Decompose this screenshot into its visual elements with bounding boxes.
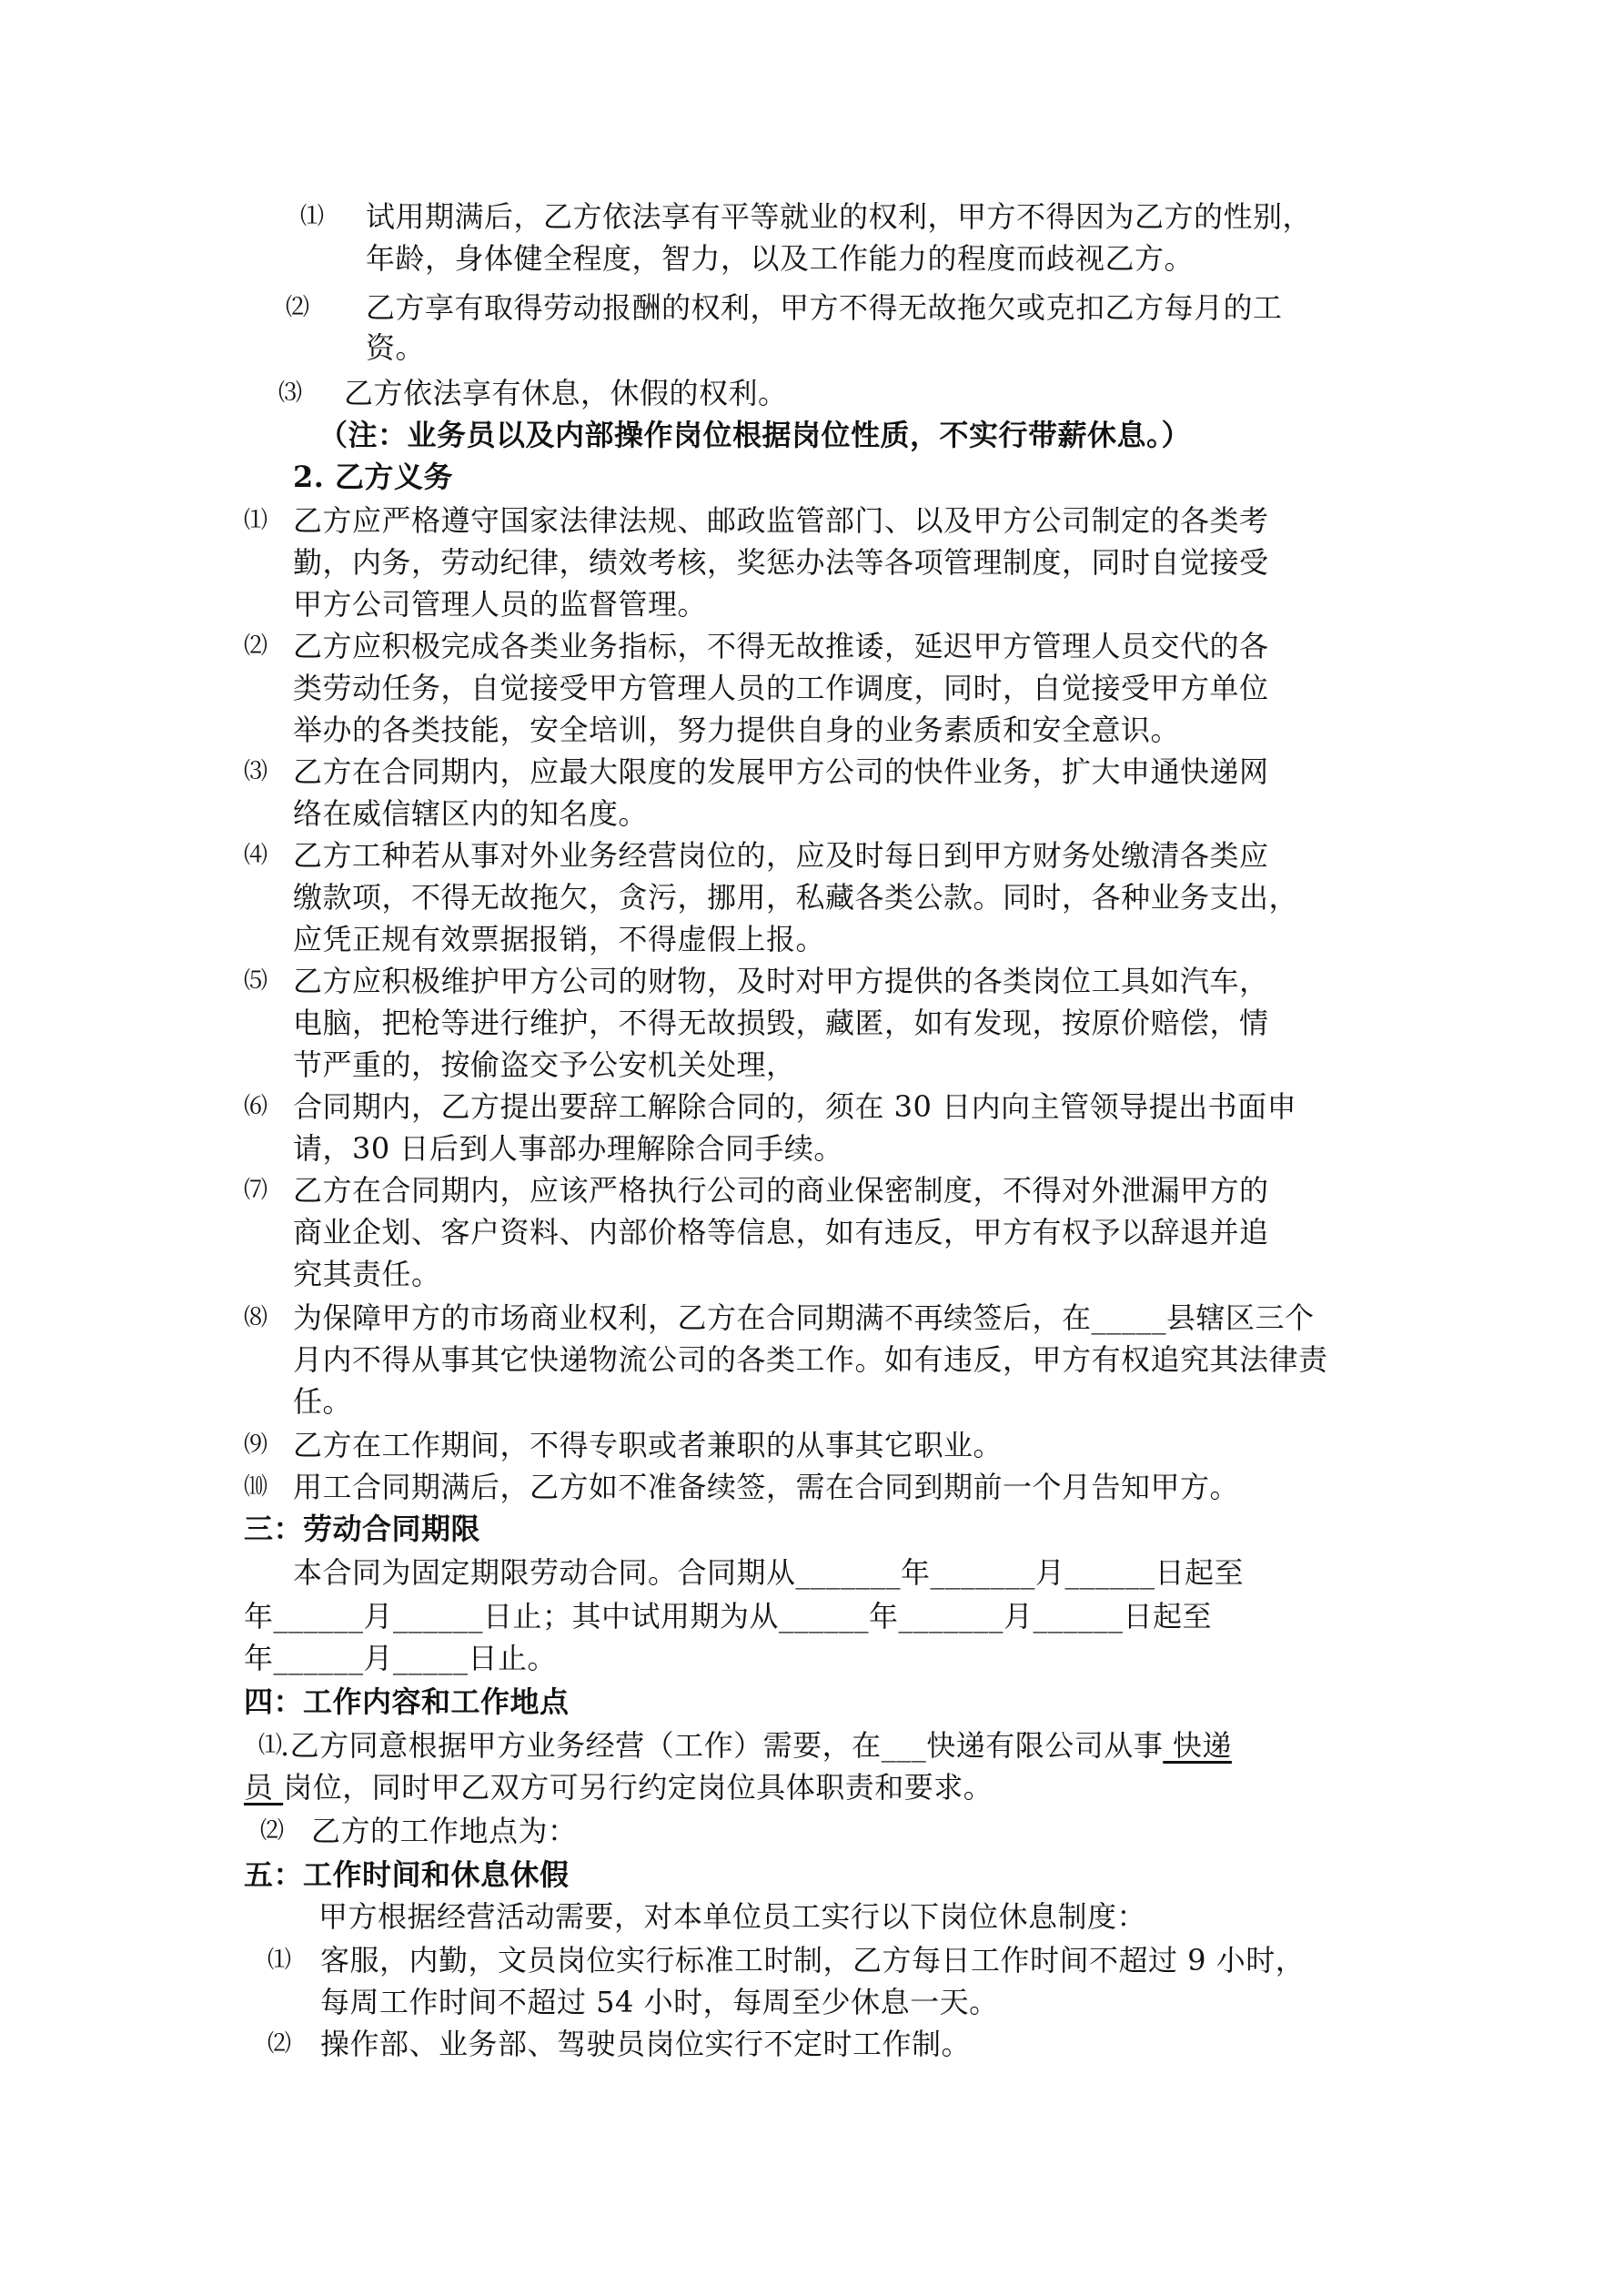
- duty-item-1-line-1: 乙方应严格遵守国家法律法规、邮政监管部门、以及甲方公司制定的各类考: [293, 503, 1269, 538]
- duty-item-5-line-3: 节严重的，按偷盗交予公安机关处理，: [293, 1047, 796, 1082]
- list-number: ⑼: [244, 1431, 268, 1459]
- duty-item-4-line-1: 乙方工种若从事对外业务经营岗位的，应及时每日到甲方财务处缴清各类应: [293, 838, 1269, 873]
- rights-note: （注：业务员以及内部操作岗位根据岗位性质，不实行带薪休息。）: [318, 418, 1192, 452]
- list-number: ⑵: [286, 294, 310, 321]
- duties-heading: 2. 乙方义务: [293, 460, 454, 494]
- duty-item-8-line-1: [293, 1300, 1315, 1336]
- section-3-heading: 三：劳动合同期限: [244, 1512, 481, 1546]
- list-number: ⑴: [244, 507, 268, 534]
- duty-item-1-line-3: 甲方公司管理人员的监督管理。: [293, 587, 708, 622]
- duty-item-6-line-2: 请，30 日后到人事部办理解除合同手续。: [293, 1131, 843, 1166]
- duty-item-1-line-2: 勤，内务，劳动纪律，绩效考核，奖惩办法等各项管理制度，同时自觉接受: [293, 545, 1269, 580]
- section-5-item-1-line-1: 客服，内勤，文员岗位实行标准工时制，乙方每日工作时间不超过 9 小时，: [320, 1943, 1306, 1977]
- list-number: ⑶: [278, 379, 303, 407]
- rights-item-1-line-1: 试用期满后，乙方依法享有平等就业的权利，甲方不得因为乙方的性别，: [366, 199, 1313, 234]
- rights-item-2-line-1: 乙方享有取得劳动报酬的权利，甲方不得无故拖欠或克扣乙方每月的工: [366, 290, 1283, 325]
- duty-item-8-text: 为保障甲方的市场商业权利，乙方在合同期满不再续签后，在: [293, 1300, 1092, 1335]
- duty-item-7-line-3: 究其责任。: [293, 1257, 441, 1291]
- duty-item-2-line-2: 类劳动任务，自觉接受甲方管理人员的工作调度，同时，自觉接受甲方单位: [293, 671, 1269, 705]
- section-4-item-1-line-1: [280, 1727, 1232, 1764]
- list-number: ⑴: [267, 1947, 292, 1974]
- list-number: ⑽: [244, 1473, 268, 1501]
- duty-item-3-line-2: 络在威信辖区内的知名度。: [293, 796, 649, 831]
- section-5-intro: 甲方根据经营活动需要，对本单位员工实行以下岗位休息制度：: [318, 1899, 1147, 1934]
- section-4-item-1-text-end: 岗位，同时甲乙双方可另行约定岗位具体职责和要求。: [283, 1770, 994, 1805]
- list-number: ⑶: [244, 758, 268, 785]
- section-4-item-1-text-mid: 快递有限公司从事: [926, 1728, 1164, 1763]
- duty-item-8-line-2: 月内不得从事其它快递物流公司的各类工作。如有违反，甲方有权追究其法律责: [293, 1342, 1328, 1377]
- blank-company[interactable]: ___: [881, 1728, 927, 1763]
- section-4-item-1-line-2: [244, 1769, 993, 1805]
- section-5-item-2-line-1: 操作部、业务部、驾驶员岗位实行不定时工作制。: [320, 2027, 972, 2061]
- list-number: ⑵: [244, 632, 268, 660]
- section-5-item-1-line-2: 每周工作时间不超过 54 小时，每周至少休息一天。: [320, 1985, 999, 2019]
- list-number: ⑺: [244, 1177, 268, 1204]
- duty-item-7-line-1: 乙方在合同期内，应该严格执行公司的商业保密制度，不得对外泄漏甲方的: [293, 1173, 1269, 1208]
- duty-item-4-line-2: 缴款项，不得无故拖欠，贪污，挪用，私藏各类公款。同时，各种业务支出，: [293, 880, 1299, 915]
- duty-item-10-line-1: 用工合同期满后，乙方如不准备续签，需在合同到期前一个月告知甲方。: [293, 1470, 1240, 1504]
- duty-item-8-line-3: 任。: [293, 1384, 353, 1419]
- duty-item-4-line-3: 应凭正规有效票据报销，不得虚假上报。: [293, 922, 826, 956]
- list-number: ⑴: [300, 203, 325, 230]
- list-number: ⑵: [267, 2030, 292, 2058]
- position-value: 快递: [1163, 1728, 1232, 1763]
- blank-county[interactable]: _____: [1091, 1300, 1167, 1335]
- list-number: ⑹: [244, 1093, 268, 1120]
- duty-item-6-line-1: 合同期内，乙方提出要辞工解除合同的，须在 30 日内向主管领导提出书面申: [293, 1089, 1297, 1124]
- position-value-cont: 员: [244, 1770, 284, 1805]
- duty-item-3-line-1: 乙方在合同期内，应最大限度的发展甲方公司的快件业务，扩大申通快递网: [293, 754, 1269, 789]
- duty-item-2-line-1: 乙方应积极完成各类业务指标，不得无故推诿，延迟甲方管理人员交代的各: [293, 629, 1269, 663]
- list-number: ⑴: [258, 1732, 283, 1759]
- duty-item-9-line-1: 乙方在工作期间，不得专职或者兼职的从事其它职业。: [293, 1428, 1004, 1462]
- duty-item-8-text-end: 县辖区三个: [1166, 1300, 1315, 1335]
- list-number: ⑻: [244, 1304, 268, 1331]
- section-4-item-1-text: .乙方同意根据甲方业务经营（工作）需要，在: [280, 1728, 882, 1763]
- duty-item-2-line-3: 举办的各类技能，安全培训，努力提供自身的业务素质和安全意识。: [293, 713, 1181, 747]
- list-number: ⑵: [260, 1817, 285, 1845]
- duty-item-7-line-2: 商业企划、客户资料、内部价格等信息，如有违反，甲方有权予以辞退并追: [293, 1215, 1269, 1249]
- section-4-item-2-line-1: 乙方的工作地点为：: [311, 1814, 578, 1848]
- section-4-heading: 四：工作内容和工作地点: [244, 1684, 570, 1719]
- duty-item-5-line-2: 电脑，把枪等进行维护，不得无故损毁，藏匿，如有发现，按原价赔偿，情: [293, 1006, 1269, 1040]
- section-3-line-1: 本合同为固定期限劳动合同。合同期从_______年_______月______日起至: [293, 1555, 1245, 1590]
- section-5-heading: 五：工作时间和休息休假: [244, 1857, 570, 1892]
- rights-item-2-line-2: 资。: [366, 330, 426, 365]
- duty-item-5-line-1: 乙方应积极维护甲方公司的财物，及时对甲方提供的各类岗位工具如汽车，: [293, 964, 1269, 998]
- rights-item-3-line-1: 乙方依法享有休息，休假的权利。: [344, 376, 788, 410]
- section-3-line-3: 年______月_____日止。: [244, 1641, 558, 1675]
- section-3-line-2: 年______月______日止；其中试用期为从______年_______月______日起至: [244, 1599, 1213, 1633]
- list-number: ⑷: [244, 842, 268, 869]
- list-number: ⑸: [244, 967, 268, 995]
- rights-item-1-line-2: 年龄，身体健全程度，智力，以及工作能力的程度而歧视乙方。: [366, 241, 1195, 276]
